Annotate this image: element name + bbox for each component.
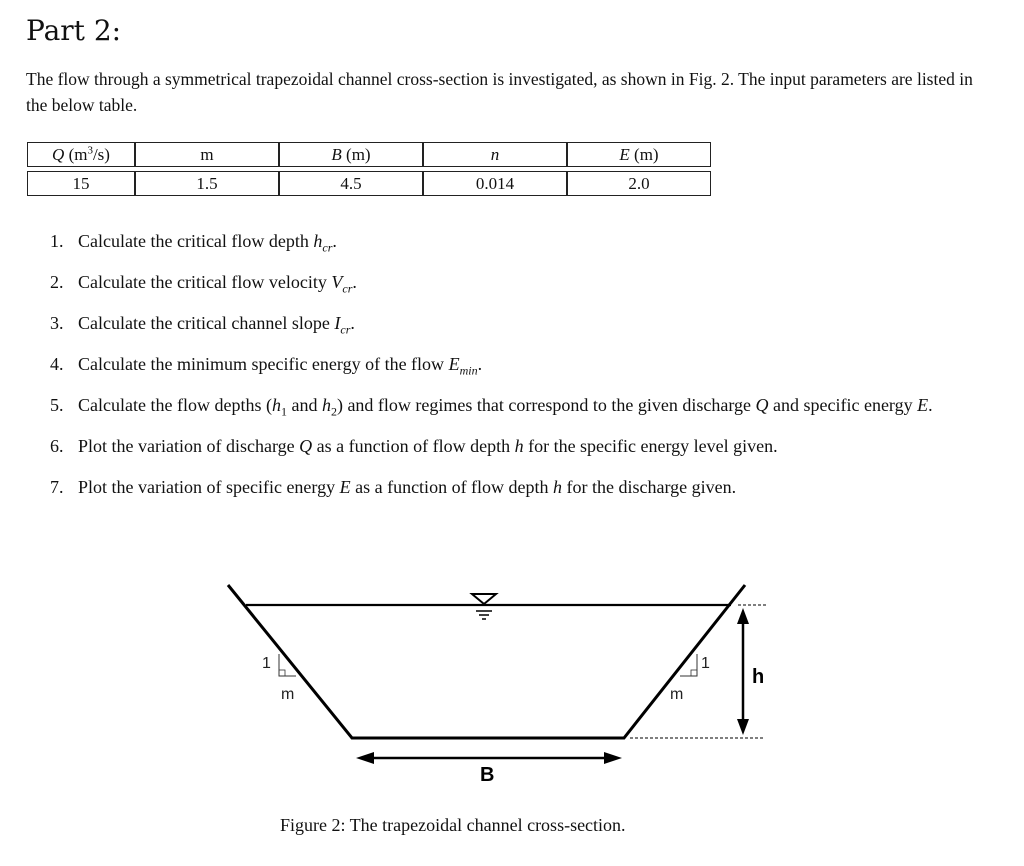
figure-caption: Figure 2: The trapezoidal channel cross-section.	[280, 815, 626, 835]
right-slope-m: m	[670, 686, 684, 703]
channel-outline	[228, 585, 745, 738]
value-manning-n: 0.014	[423, 171, 567, 196]
left-slope-m: m	[281, 686, 295, 703]
task-item: 6. Plot the variation of discharge Q as a function of flow depth h for the specific energy level given.	[50, 436, 778, 456]
header-manning-n: n	[423, 142, 567, 167]
right-slope-one: 1	[701, 655, 710, 672]
depth-label: h	[752, 666, 765, 688]
page-title: Part 2:	[26, 14, 122, 47]
value-side-slope: 1.5	[135, 171, 279, 196]
header-bottom-width: B (m)	[279, 142, 423, 167]
header-specific-energy: E (m)	[567, 142, 711, 167]
task-item: 4. Calculate the minimum specific energy of the flow $E_{min}$.	[50, 354, 483, 378]
intro-paragraph: The flow through a symmetrical trapezoidal channel cross-section is investigated, as shown in Fig. 2. The input parameters are listed in the below table.	[26, 69, 973, 115]
water-level-icon	[472, 594, 496, 619]
task-item: 7. Plot the variation of specific energy E as a function of flow depth h for the discharge given.	[50, 477, 737, 497]
value-discharge: 15	[27, 171, 135, 196]
left-slope-one: 1	[262, 655, 271, 672]
parameter-value-row	[27, 171, 711, 196]
depth-arrow	[737, 608, 749, 735]
parameter-table	[27, 142, 711, 196]
value-specific-energy: 2.0	[567, 171, 711, 196]
task-item: 3. Calculate the critical channel slope $I_{cr}$.	[50, 313, 355, 337]
header-side-slope: m	[135, 142, 279, 167]
header-discharge: Q $(m^3/s)$	[27, 142, 135, 167]
parameter-header-row	[27, 142, 711, 167]
task-list	[50, 228, 980, 515]
task-item: 2. Calculate the critical flow velocity $V_{cr}$.	[50, 272, 357, 296]
value-bottom-width: 4.5	[279, 171, 423, 196]
task-item: 5. Calculate the flow depths ($h_1$ and $h_2$) and flow regimes that correspond to the given discharge Q and specific energy E.	[50, 395, 933, 419]
task-item: 1. Calculate the critical flow depth $h_{cr}$.	[50, 231, 337, 255]
width-label: B	[480, 764, 495, 786]
width-arrow	[356, 752, 622, 764]
